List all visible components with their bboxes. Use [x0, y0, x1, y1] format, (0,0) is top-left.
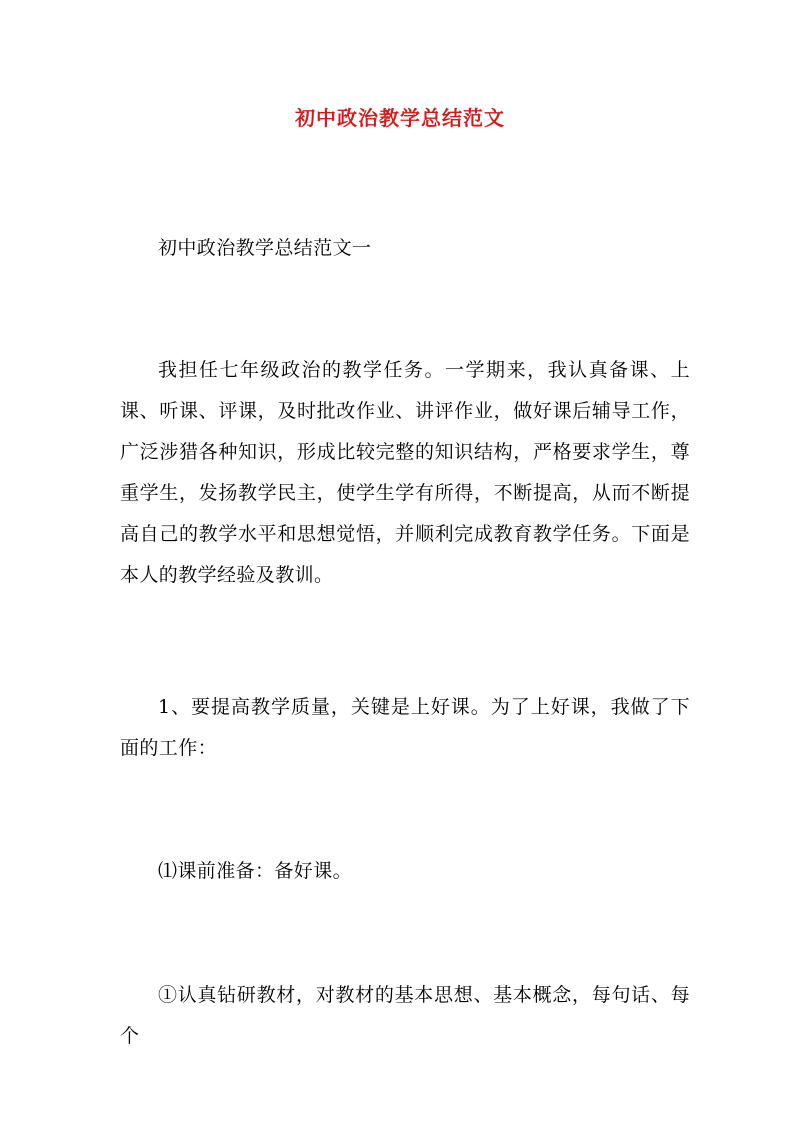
- point-1-paragraph: 1、要提高教学质量，关键是上好课。为了上好课，我做了下面的工作：: [120, 696, 690, 759]
- section-heading: 初中政治教学总结范文一: [158, 237, 372, 259]
- intro-paragraph: 我担任七年级政治的教学任务。一学期来，我认真备课、上课、听课、评课，及时批改作业、讲评作业，做好课后辅导工作，广泛涉猎各种知识，形成比较完整的知识结构，严格要求学生，尊重学生，发扬教学民主，使学生学有所得，不断提高，从而不断提高自己的教学水平和思想觉悟，并顺利完成教育教学任务。下面是本人的教学经验及教训。: [120, 359, 690, 586]
- subpoint-1-paragraph: ⑴课前准备：备好课。: [158, 860, 353, 882]
- document-title: 初中政治教学总结范文: [295, 106, 505, 130]
- item-1-paragraph: ①认真钻研教材，对教材的基本思想、基本概念，每句话、每个: [120, 984, 690, 1047]
